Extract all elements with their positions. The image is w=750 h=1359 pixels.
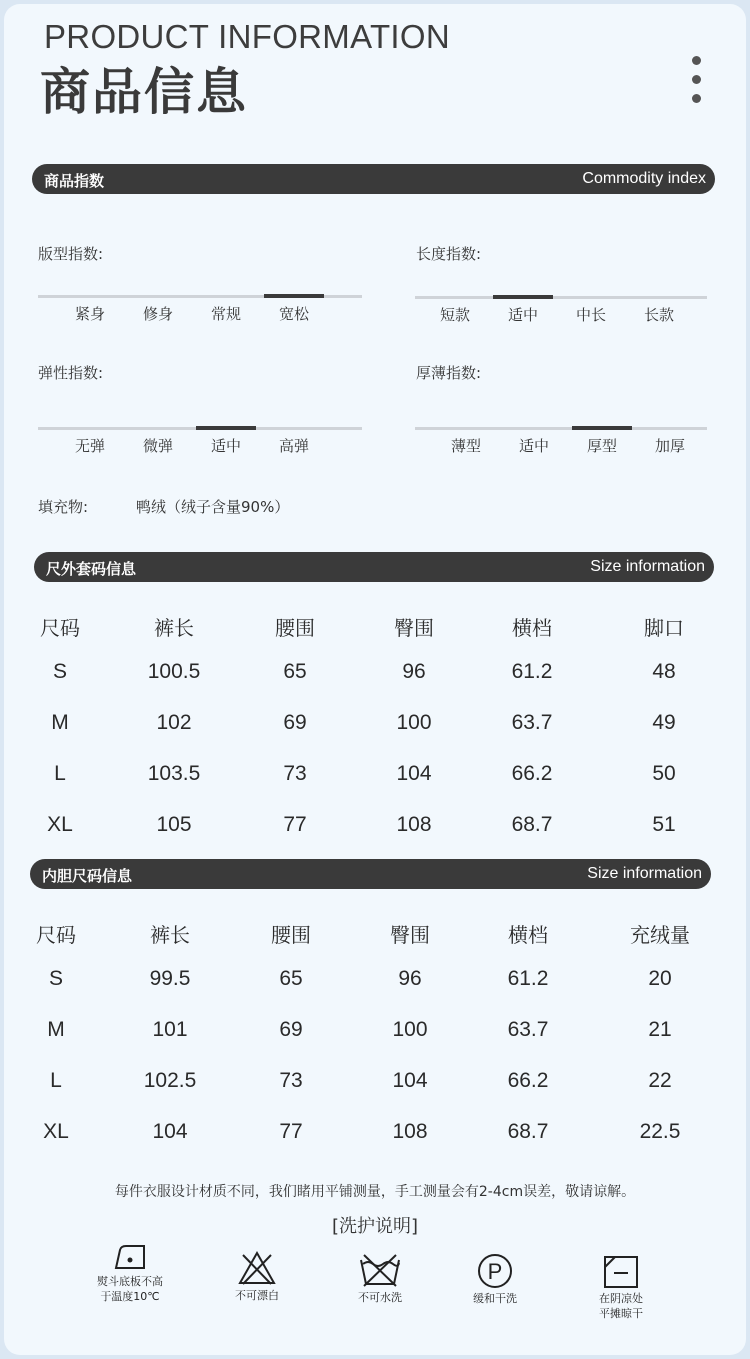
- care-title: [洗护说明]: [331, 1216, 419, 1237]
- table-cell: 100.5: [147, 660, 201, 683]
- no-wash-icon: [358, 1252, 402, 1288]
- flat-dry-shade-icon: [603, 1255, 639, 1289]
- table-cell: 73: [283, 762, 307, 785]
- table-header-cell: 脚口: [644, 616, 684, 640]
- table-cell: 63.7: [511, 711, 553, 734]
- inner-size-bar: [30, 859, 711, 889]
- table-header-cell: 臀围: [390, 923, 430, 947]
- table-cell: 66.2: [511, 762, 553, 785]
- care-item-no-bleach: [202, 1250, 312, 1303]
- care-no-bleach-label: 不可漂白: [235, 1289, 279, 1302]
- table-cell: 96: [402, 660, 426, 683]
- fit-option: 紧身: [74, 305, 105, 323]
- thickness-index-label: 厚薄指数:: [416, 364, 482, 382]
- table-cell: L: [54, 762, 66, 785]
- table-cell: 68.7: [507, 1120, 549, 1143]
- care-iron-line1: 熨斗底板不高: [97, 1275, 163, 1288]
- filling-value: 鸭绒（绒子含量90%）: [136, 498, 290, 516]
- inner-size-title-cn: 内胆尺码信息: [42, 867, 133, 885]
- thickness-scale-track: [415, 427, 707, 430]
- table-cell: 65: [283, 660, 307, 683]
- table-cell: 50: [652, 762, 676, 785]
- length-option: 适中: [507, 306, 538, 324]
- care-iron-line2: 于温度10℃: [100, 1290, 160, 1303]
- table-cell: 68.7: [511, 813, 553, 836]
- table-cell: 22: [648, 1069, 672, 1092]
- table-cell: 104: [152, 1120, 188, 1143]
- table-cell: S: [52, 660, 67, 683]
- length-index-label: 长度指数:: [416, 245, 482, 263]
- table-cell: 69: [279, 1018, 303, 1041]
- table-cell: 66.2: [507, 1069, 549, 1092]
- length-option: 中长: [575, 306, 606, 324]
- elastic-index-label: 弹性指数:: [38, 364, 104, 382]
- care-item-dry-clean: [440, 1253, 550, 1306]
- elastic-option: 微弹: [142, 437, 173, 455]
- inner-size-title-en: Size information: [587, 865, 702, 882]
- table-cell: L: [50, 1069, 62, 1092]
- thickness-option: 加厚: [654, 437, 685, 455]
- section-title-en: Commodity index: [582, 170, 706, 187]
- table-cell: 102.5: [143, 1069, 197, 1092]
- outer-size-bar: [34, 552, 714, 582]
- outer-size-title-en: Size information: [590, 558, 705, 575]
- table-cell: 99.5: [149, 967, 191, 990]
- table-cell: 61.2: [507, 967, 549, 990]
- table-header-cell: 尺码: [36, 923, 76, 947]
- elastic-selected-marker: [196, 426, 256, 430]
- length-selected-marker: [493, 295, 553, 299]
- commodity-index-bar: [32, 164, 715, 194]
- thickness-option: 厚型: [586, 437, 617, 455]
- care-no-wash-label: 不可水洗: [358, 1291, 402, 1304]
- dry-clean-p-icon: [476, 1253, 514, 1289]
- table-header-cell: 尺码: [40, 616, 80, 640]
- english-title: PRODUCT INFORMATION: [44, 18, 450, 55]
- table-cell: XL: [47, 813, 73, 836]
- iron-icon: [110, 1238, 150, 1272]
- more-menu-icon[interactable]: [692, 56, 704, 104]
- table-cell: 103.5: [147, 762, 201, 785]
- table-cell: 105: [156, 813, 192, 836]
- table-cell: 96: [398, 967, 422, 990]
- care-item-no-wash: [325, 1252, 435, 1305]
- elastic-option: 高弹: [278, 437, 309, 455]
- table-cell: 100: [396, 711, 432, 734]
- table-cell: S: [48, 967, 63, 990]
- table-header-cell: 腰围: [275, 616, 315, 640]
- table-cell: 20: [648, 967, 672, 990]
- table-cell: XL: [43, 1120, 69, 1143]
- elastic-option: 适中: [210, 437, 241, 455]
- table-cell: 65: [279, 967, 303, 990]
- elastic-option: 无弹: [74, 437, 105, 455]
- table-cell: 101: [152, 1018, 188, 1041]
- care-dry-clean-label: 缓和干洗: [473, 1292, 517, 1305]
- care-flat-dry-line2: 平摊晾干: [599, 1307, 643, 1320]
- table-cell: 22.5: [639, 1120, 681, 1143]
- thickness-option: 薄型: [450, 437, 481, 455]
- chinese-title: 商品信息: [40, 63, 248, 121]
- table-cell: 49: [652, 711, 676, 734]
- outer-size-title-cn: 尺外套码信息: [46, 560, 137, 578]
- table-header-cell: 裤长: [150, 923, 190, 947]
- table-cell: 63.7: [507, 1018, 549, 1041]
- table-cell: 61.2: [511, 660, 553, 683]
- table-cell: 73: [279, 1069, 303, 1092]
- table-header-cell: 裤长: [154, 616, 194, 640]
- length-option: 短款: [439, 306, 470, 324]
- table-cell: 51: [652, 813, 676, 836]
- table-cell: 102: [156, 711, 192, 734]
- table-header-cell: 横档: [508, 923, 548, 947]
- length-option: 长款: [643, 306, 674, 324]
- table-cell: 77: [283, 813, 307, 836]
- svg-text:P: P: [487, 1259, 503, 1284]
- fit-option: 常规: [210, 305, 241, 323]
- fit-index-label: 版型指数:: [38, 245, 104, 263]
- table-cell: 104: [396, 762, 432, 785]
- length-scale-track: [415, 296, 707, 299]
- fit-option: 宽松: [278, 305, 309, 323]
- care-flat-dry-line1: 在阴凉处: [599, 1292, 643, 1305]
- table-header-cell: 充绒量: [630, 923, 690, 947]
- fit-selected-marker: [264, 294, 324, 298]
- table-cell: 21: [648, 1018, 672, 1041]
- care-item-flat-dry: [566, 1255, 676, 1321]
- table-cell: 77: [279, 1120, 303, 1143]
- table-cell: 48: [652, 660, 676, 683]
- table-cell: M: [47, 1018, 65, 1041]
- table-cell: 108: [396, 813, 432, 836]
- measurement-note: 每件衣服设计材质不同，我们睹用平铺测量，手工测量会有2-4cm误差，敬请谅解。: [114, 1184, 636, 1200]
- thickness-option: 适中: [518, 437, 549, 455]
- thickness-selected-marker: [572, 426, 632, 430]
- fit-option: 修身: [142, 305, 173, 323]
- table-cell: 69: [283, 711, 307, 734]
- table-header-cell: 臀围: [394, 616, 434, 640]
- table-cell: 104: [392, 1069, 428, 1092]
- care-item-iron: [75, 1238, 185, 1304]
- section-title-cn: 商品指数: [44, 172, 105, 190]
- table-cell: M: [51, 711, 69, 734]
- filling-label: 填充物:: [38, 498, 89, 516]
- table-cell: 100: [392, 1018, 428, 1041]
- table-header-cell: 腰围: [271, 923, 311, 947]
- table-header-cell: 横档: [512, 616, 552, 640]
- no-bleach-icon: [237, 1250, 277, 1286]
- table-cell: 108: [392, 1120, 428, 1143]
